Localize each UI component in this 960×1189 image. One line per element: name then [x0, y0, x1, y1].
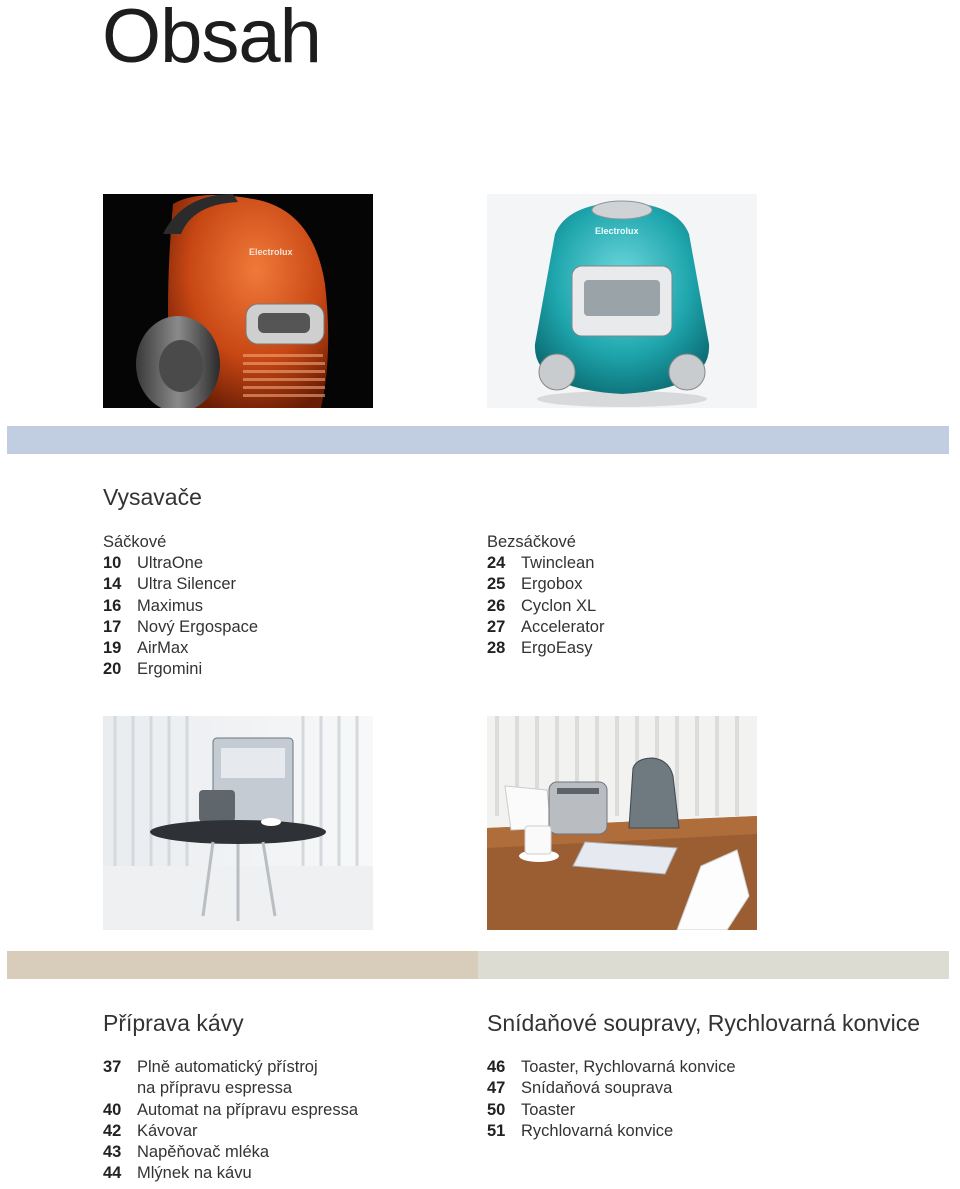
item-name: Nový Ergospace — [137, 617, 259, 636]
page-number: 50 — [487, 1100, 506, 1119]
item-name: Kávovar — [137, 1121, 198, 1140]
item-name: UltraOne — [137, 554, 204, 572]
brand-label: Electrolux — [249, 247, 293, 257]
orange-bagged-vacuum-image — [103, 194, 373, 408]
section-divider-vacuums — [7, 426, 949, 454]
page-number: 40 — [103, 1100, 122, 1119]
page-number: 10 — [103, 554, 122, 572]
page-number: 28 — [487, 639, 506, 658]
list-item — [487, 553, 604, 574]
list-item — [103, 1142, 358, 1163]
item-name: Rychlovarná konvice — [521, 1121, 674, 1140]
espresso-machine-table-image — [103, 716, 373, 930]
item-name: Maximus — [137, 596, 204, 615]
list-item — [487, 638, 604, 659]
page-number: 24 — [487, 554, 506, 572]
page-number: 25 — [487, 575, 506, 594]
page-number: 37 — [103, 1058, 122, 1076]
page-number: 44 — [103, 1164, 122, 1183]
item-name: Cyclon XL — [521, 596, 597, 615]
page-number: 46 — [487, 1058, 506, 1076]
item-name: Mlýnek na kávu — [137, 1164, 252, 1183]
list-item — [487, 596, 604, 617]
list-item — [103, 659, 258, 680]
bagged-label: Sáčkové — [103, 533, 167, 551]
item-name: Plně automatický přístroj — [137, 1058, 318, 1076]
list-item — [487, 1078, 736, 1099]
page-number: 27 — [487, 617, 506, 636]
coffee-list — [103, 1057, 358, 1185]
list-item — [103, 1163, 358, 1184]
page-number: 19 — [103, 639, 122, 658]
item-name: Automat na přípravu espressa — [137, 1100, 359, 1119]
bagless-list — [487, 553, 604, 659]
list-item — [103, 553, 258, 574]
bagged-list — [103, 553, 258, 681]
bagless-list-block — [487, 532, 604, 659]
page-number: 51 — [487, 1121, 506, 1140]
page-number: 43 — [103, 1143, 122, 1162]
section-divider-breakfast — [478, 951, 949, 979]
section-heading-breakfast: Snídaňové soupravy, Rychlovarná konvice — [487, 1010, 920, 1036]
list-item — [103, 1100, 358, 1121]
item-name: Ergobox — [521, 575, 583, 594]
list-item — [103, 617, 258, 638]
bagged-list-block — [103, 532, 258, 681]
list-item — [487, 617, 604, 638]
item-name-continued: na přípravu espressa — [137, 1079, 293, 1098]
teal-bagless-vacuum-image — [487, 194, 757, 408]
list-item — [103, 1057, 358, 1100]
item-name: AirMax — [137, 639, 189, 658]
item-name: Ultra Silencer — [137, 575, 237, 594]
page-number: 26 — [487, 596, 506, 615]
item-name: Accelerator — [521, 617, 605, 636]
item-name: Snídaňová souprava — [521, 1079, 673, 1098]
list-item — [103, 638, 258, 659]
item-name: Ergomini — [137, 660, 203, 679]
item-name: Toaster — [521, 1100, 576, 1119]
page-number: 16 — [103, 596, 122, 615]
list-item — [103, 1121, 358, 1142]
section-heading-coffee: Příprava kávy — [103, 1010, 244, 1036]
list-item — [103, 574, 258, 595]
page-number: 42 — [103, 1121, 122, 1140]
item-name: Toaster, Rychlovarná konvice — [521, 1058, 736, 1076]
list-item — [103, 596, 258, 617]
kitchen-toaster-kettle-image — [487, 716, 757, 930]
item-name: ErgoEasy — [521, 639, 593, 658]
page-number: 14 — [103, 575, 122, 594]
item-name: Napěňovač mléka — [137, 1143, 270, 1162]
bagless-label: Bezsáčkové — [487, 533, 576, 551]
breakfast-list — [487, 1057, 736, 1142]
brand-label: Electrolux — [595, 226, 639, 236]
list-item — [487, 1100, 736, 1121]
section-heading-vacuums: Vysavače — [103, 484, 202, 510]
page-title: Obsah — [102, 0, 321, 79]
list-item — [487, 574, 604, 595]
page-number: 17 — [103, 617, 122, 636]
page-number: 47 — [487, 1079, 506, 1098]
list-item — [487, 1057, 736, 1078]
list-item — [487, 1121, 736, 1142]
page-number: 20 — [103, 660, 122, 679]
section-divider-coffee — [7, 951, 478, 979]
item-name: Twinclean — [521, 554, 595, 572]
